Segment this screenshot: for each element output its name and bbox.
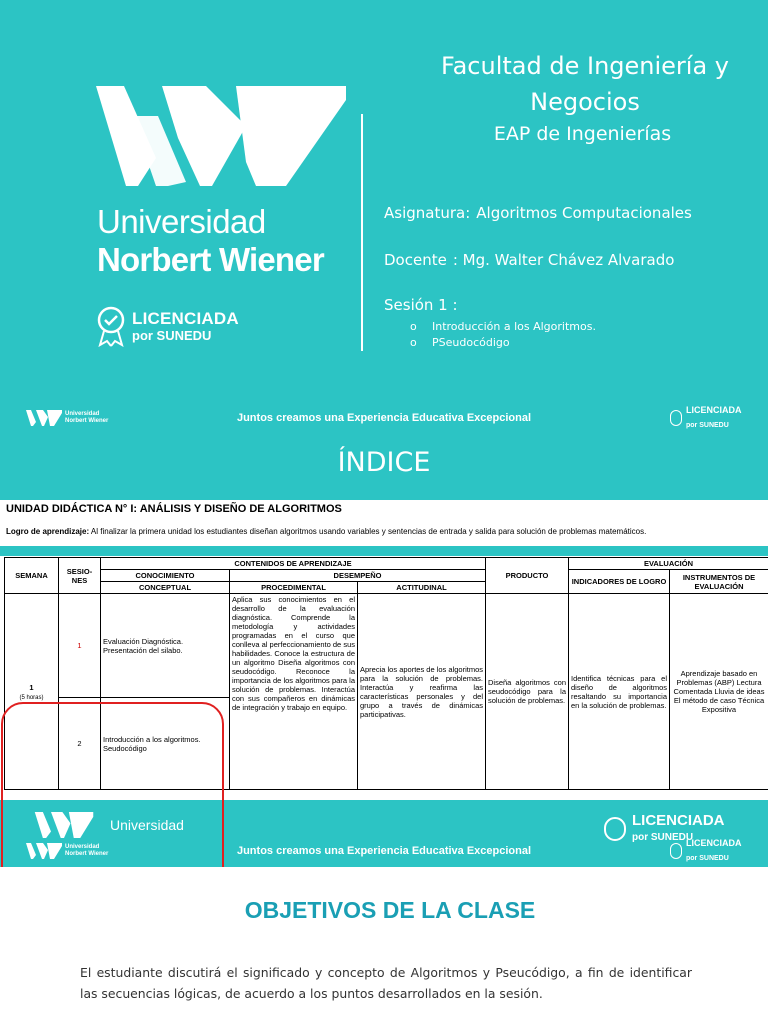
sunedu-seal: [96, 305, 239, 347]
seal-subtitle: por SUNEDU: [132, 328, 212, 343]
badge-icon: [96, 305, 126, 347]
col-contenidos: CONTENIDOS DE APRENDIZAJE: [101, 558, 486, 570]
subject-value: Algoritmos Computacionales: [476, 204, 692, 222]
col-semana: SEMANA: [5, 558, 59, 594]
strip-seal-title: LICENCIADA: [632, 812, 725, 829]
cell-procedimental: Aplica sus conocimientos en el desarrollo de la evaluación diagnóstica. Comprende la metodología y actividades programadas en el curso que conlleva al perfeccionamiento de sus habilidades. Conoce la estructura de un algoritmo Diseña algoritmos con seudocódigo. Reconoce la importancia de los algoritmos para la solución de problemas. Interactúa con sus compañeros en dinámicas de integración y trabajo en equipo.: [230, 594, 358, 790]
topic-list: [410, 319, 596, 351]
table-row: [5, 594, 768, 698]
slide-footer-bar: [0, 835, 768, 867]
subject-row: [384, 204, 692, 222]
col-procedimental: PROCEDIMENTAL: [230, 582, 358, 594]
teacher-value: : Mg. Walter Chávez Alvarado: [452, 251, 675, 269]
mini-seal: LICENCIADA por SUNEDU: [670, 839, 742, 864]
tagline: Juntos creamos una Experiencia Educativa Excepcional: [236, 845, 532, 857]
col-instrumentos: INSTRUMENTOS DE EVALUACIÓN: [670, 570, 768, 594]
slide-title: ÍNDICE: [337, 447, 431, 478]
col-indicadores: INDICADORES DE LOGRO: [569, 570, 670, 594]
cell-instrumentos: Aprendizaje basado en Problemas (ABP) Lectura Comentada Lluvia de ideas El método de caso Técnica Expositiva: [670, 594, 768, 790]
col-evaluacion: EVALUACIÓN: [569, 558, 768, 570]
title-slide: [0, 0, 768, 395]
cell-producto: Diseña algoritmos con seudocódigo para la solución de problemas.: [486, 594, 569, 790]
badge-icon: [670, 410, 682, 426]
slide-header-bar: [0, 395, 768, 441]
objectives-title: OBJETIVOS DE LA CLASE: [244, 897, 536, 923]
mini-logo: Universidad Norbert Wiener: [26, 843, 108, 859]
teacher-row: [384, 251, 674, 269]
teacher-label: Docente: [384, 251, 447, 269]
cell-conceptual-1: Evaluación Diagnóstica. Presentación del silabo.: [101, 594, 230, 698]
syllabus-document: [0, 500, 768, 800]
university-line1: Universidad: [97, 203, 266, 240]
mini-seal-title: LICENCIADA: [686, 404, 742, 415]
tagline: Juntos creamos una Experiencia Educativa Excepcional: [236, 412, 532, 424]
session-row: [384, 296, 458, 314]
strip-logo-text: Universidad: [110, 817, 184, 833]
mini-seal: [670, 406, 742, 431]
session-label: Sesión 1 :: [384, 296, 458, 314]
list-item: o Introducción a los Algoritmos.: [410, 320, 596, 333]
university-line2: Norbert Wiener: [97, 241, 324, 278]
col-conocimiento: CONOCIMIENTO: [101, 570, 230, 582]
divider-line: [361, 114, 363, 351]
university-name: [97, 205, 324, 276]
cell-conceptual-2: Introducción a los algoritmos. Seudocódigo: [101, 698, 230, 790]
unit-heading: UNIDAD DIDÁCTICA N° I: ANÁLISIS Y DISEÑO DE ALGORITMOS: [6, 503, 342, 515]
objectives-slide: [0, 867, 768, 1024]
mini-logo-line2: Norbert Wiener: [65, 418, 109, 424]
col-producto: PRODUCTO: [486, 558, 569, 594]
mini-seal-subtitle: por SUNEDU: [686, 421, 729, 429]
seal-title: LICENCIADA: [132, 309, 239, 328]
col-actitudinal: ACTITUDINAL: [358, 582, 486, 594]
cell-actitudinal: Aprecia los aportes de los algoritmos para la solución de problemas. Interactúa y reafirma las características personales y del grupo a través de dinámicas participativas.: [358, 594, 486, 790]
mini-logo-line1: Universidad: [65, 411, 100, 417]
badge-icon: [670, 843, 682, 859]
uw-logo-icon: [96, 86, 346, 186]
cell-indicadores: Identifica técnicas para el diseño de algoritmos resaltando su importancia en la solución de problemas.: [569, 594, 670, 790]
col-sesiones: SESIO-NES: [59, 558, 101, 594]
objectives-text: El estudiante discutirá el significado y concepto de Algoritmos y Pseucódigo, a fin de identificar las secuencias lógicas, de acuerdo a los puntos desarrollados en la sesión.: [80, 965, 692, 1001]
cell-sesion-2: 2: [59, 698, 101, 790]
cell-sesion-1: 1: [59, 594, 101, 698]
index-slide: [0, 395, 768, 867]
faculty-title: Facultad de Ingeniería y Negocios: [441, 52, 729, 116]
col-desempeno: DESEMPEÑO: [230, 570, 486, 582]
cell-semana: 1 (5 horas): [5, 594, 59, 790]
school-name: EAP de Ingenierías: [493, 123, 672, 145]
list-item: o PSeudocódigo: [410, 336, 510, 349]
subject-label: Asignatura:: [384, 204, 471, 222]
col-conceptual: CONCEPTUAL: [101, 582, 230, 594]
strip-seal-subtitle: por SUNEDU: [632, 832, 694, 843]
table-top-bar: [0, 546, 768, 556]
learning-goal: Logro de aprendizaje: Al finalizar la primera unidad los estudiantes diseñan algoritmos usando variables y sentencias de entrada y salida para solución de problemas matemáticos.: [6, 527, 647, 536]
